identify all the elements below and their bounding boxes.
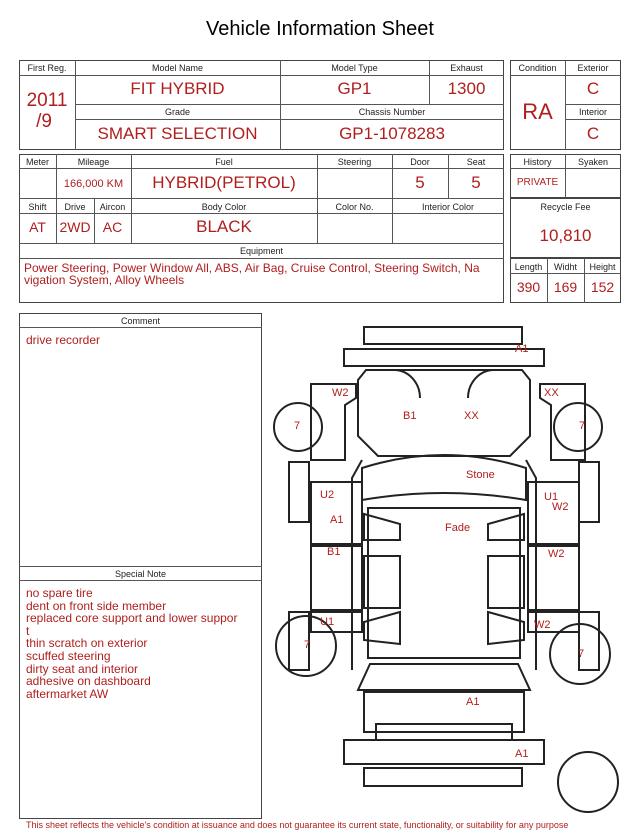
rear-right-tire-code: 7 [578,648,585,660]
interior-label: Interior [578,107,607,117]
roof-code: Fade [445,522,471,534]
front-left-tire-code: 7 [294,420,301,432]
list-item: dirty seat and interior [26,661,139,676]
front-bumper-code: A1 [515,343,529,355]
height-value: 152 [590,279,615,295]
history-label: History [523,157,552,167]
rear-bumper-code: A1 [515,748,529,760]
list-item: dent on front side member [26,598,167,613]
special-note-label: Special Note [114,569,167,579]
special-note-list [26,587,237,700]
list-item: scuffed steering [26,648,111,663]
right-rear-quarter-code: W2 [534,619,551,631]
mileage-value: 166,000 KM [63,178,124,190]
list-item: adhesive on dashboard [26,674,151,689]
equipment-label: Equipment [239,246,284,256]
body-color-label: Body Color [201,202,247,212]
rear-left-tire-code: 7 [304,639,311,651]
recycle-label: Recycle Fee [540,202,591,212]
exhaust-label: Exhaust [450,63,483,73]
exhaust-value: 1300 [447,79,486,98]
body-color-value: BLACK [196,217,252,236]
chassis-value: GP1-1078283 [339,124,445,143]
model-name-value: FIT HYBRID [130,79,225,98]
syaken-label: Syaken [577,157,609,167]
bonnet-right-code: XX [464,410,479,422]
aircon-label: Aircon [99,202,126,212]
front-right-fender-code: XX [544,387,559,399]
first-reg-label: First Reg. [27,63,67,73]
model-type-value: GP1 [337,79,372,98]
list-item: t [26,623,30,638]
page-title: Vehicle Information Sheet [206,18,434,40]
shift-value: AT [29,219,46,235]
equipment-line-1: Power Steering, Power Window All, ABS, Air Bag, Cruise Control, Steering Switch, Na [24,261,480,275]
mileage-label: Mileage [77,157,110,167]
windshield-code: Stone [466,469,495,481]
condition-grade: RA [522,99,553,124]
list-item: aftermarket AW [26,686,109,701]
steering-label: Steering [337,157,372,167]
length-label: Length [514,262,543,272]
left-front-door-top-code: U2 [320,489,335,501]
comment-label: Comment [120,316,160,326]
height-label: Height [589,262,616,272]
exterior-grade: C [586,79,600,98]
history-value: PRIVATE [516,177,559,188]
door-label: Door [410,157,430,167]
condition-label: Condition [518,63,557,73]
door-value: 5 [415,173,425,192]
left-rear-door-code: B1 [327,546,341,558]
first-reg-month: /9 [36,111,52,132]
list-item: replaced core support and lower suppor [26,611,238,626]
tailgate-code: A1 [466,696,480,708]
front-right-tire-code: 7 [579,420,586,432]
aircon-value: AC [102,219,123,235]
fuel-label: Fuel [215,157,233,167]
drive-value: 2WD [59,219,91,235]
right-front-door-bottom-code: W2 [552,501,569,513]
grade-value: SMART SELECTION [97,124,258,143]
interior-grade: C [586,124,600,143]
model-name-label: Model Name [151,63,204,73]
bonnet-left-code: B1 [403,410,417,422]
color-no-label: Color No. [335,202,374,212]
drive-label: Drive [64,202,86,212]
front-left-fender-code: W2 [332,387,349,399]
width-value: 169 [553,279,578,295]
chassis-label: Chassis Number [358,107,426,117]
fuel-value: HYBRID(PETROL) [152,173,296,192]
right-rear-door-code: W2 [548,548,565,560]
first-reg-year: 2011 [26,90,68,111]
car-diagram [268,318,628,818]
left-rear-quarter-code: U1 [320,616,335,628]
seat-value: 5 [471,173,481,192]
right-front-door-top-code: U1 [544,491,559,503]
recycle-value: 10,810 [539,226,592,245]
seat-label: Seat [466,157,486,167]
left-front-door-bottom-code: A1 [330,514,344,526]
grade-label: Grade [164,107,190,117]
model-type-label: Model Type [331,63,378,73]
equipment-line-2: vigation System, Alloy Wheels [24,273,185,287]
exterior-label: Exterior [577,63,609,73]
list-item: no spare tire [26,586,93,600]
comment-text: drive recorder [26,333,101,347]
disclaimer-footer: This sheet reflects the vehicle's condition at issuance and does not guarantee its current state, functionality, or suitability for any purpose [26,820,569,830]
interior-color-label: Interior Color [421,202,475,212]
list-item: thin scratch on exterior [26,636,148,651]
shift-label: Shift [28,202,47,212]
width-label: Widht [553,262,577,272]
meter-label: Meter [25,157,49,167]
length-value: 390 [516,279,541,295]
